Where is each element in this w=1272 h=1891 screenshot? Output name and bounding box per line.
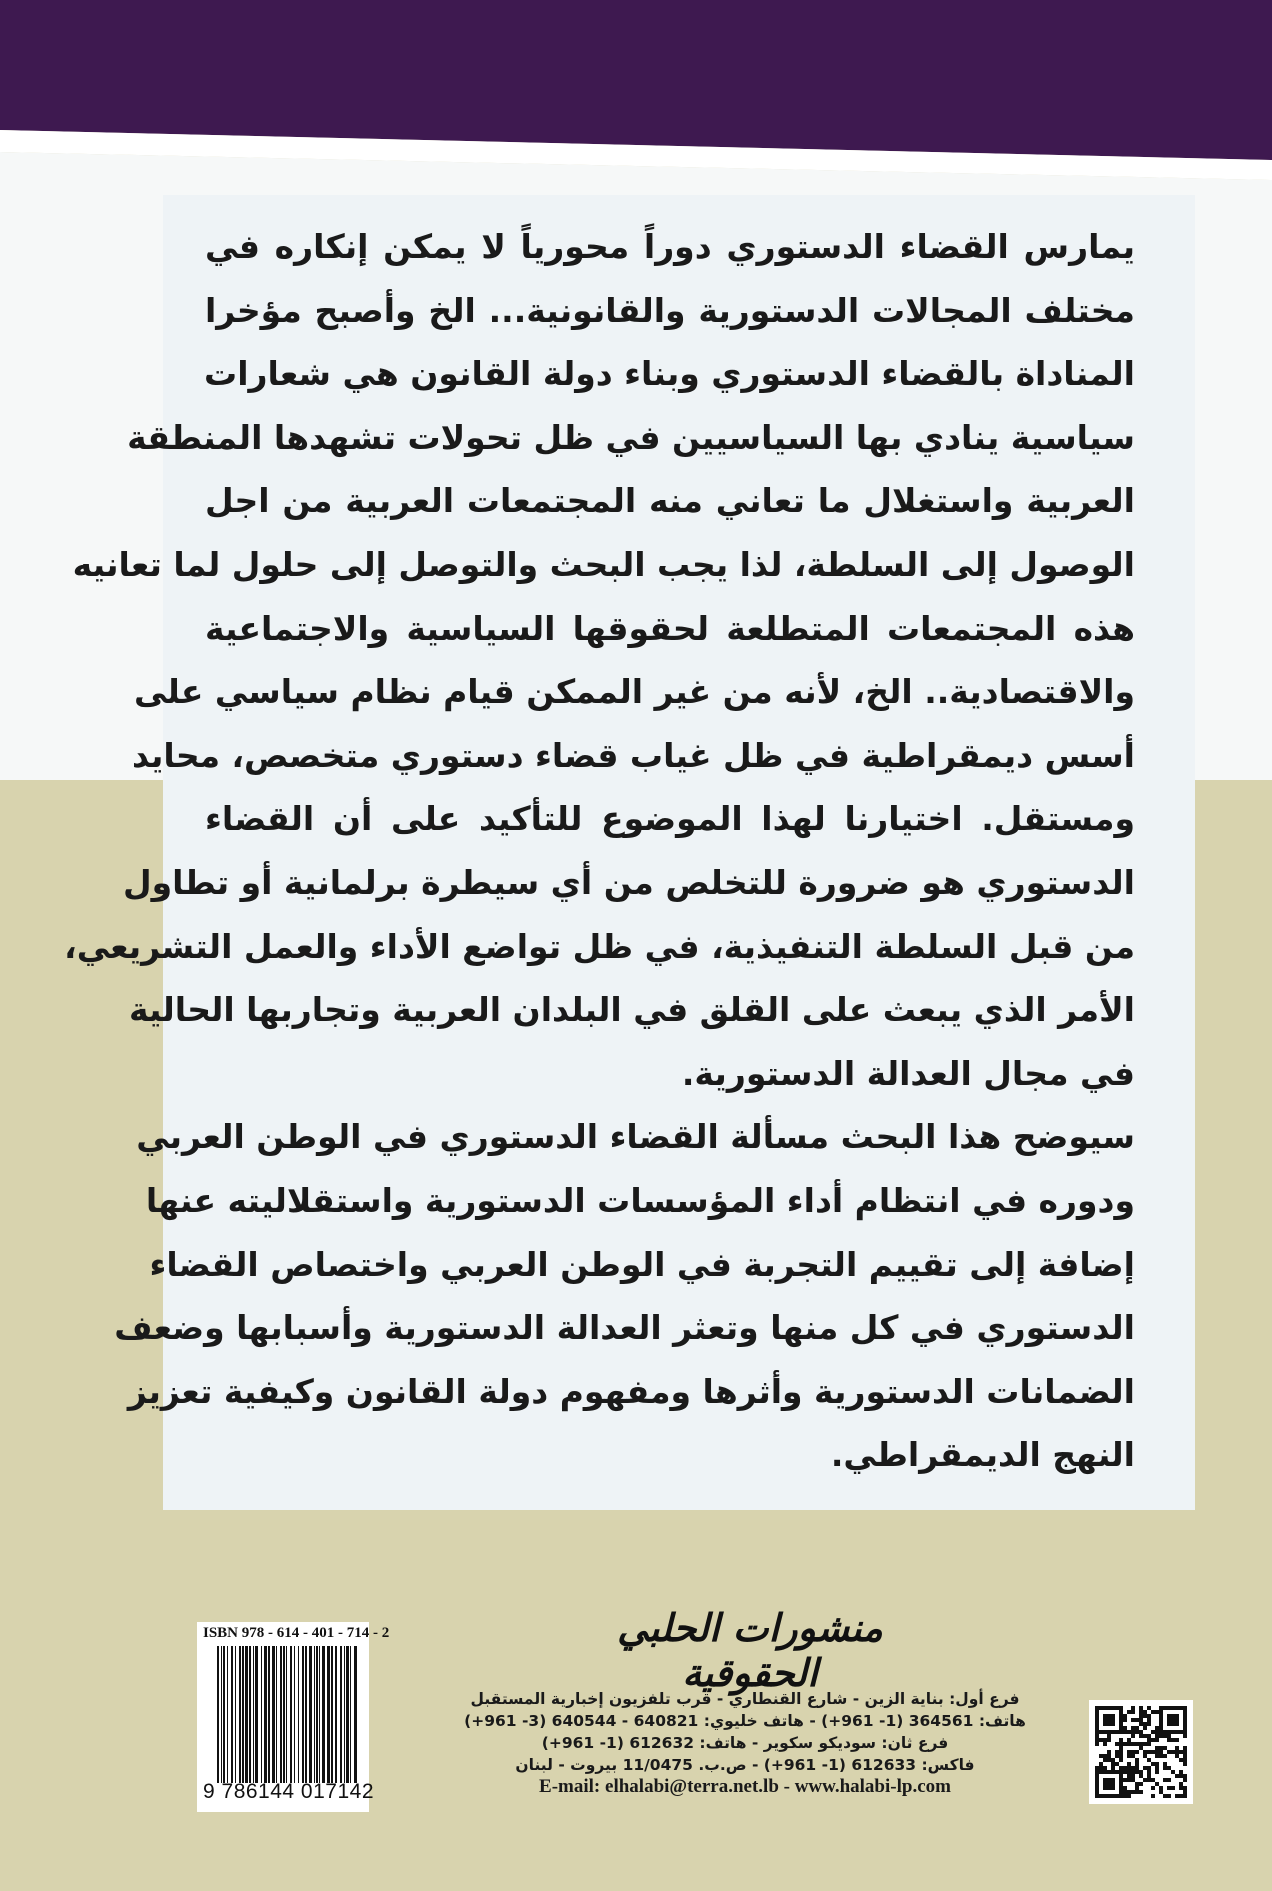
text-line: والاقتصادية.. الخ، لأنه من غير الممكن قيام نظام سياسي على (133, 672, 1135, 712)
text-line: الدستوري هو ضرورة للتخلص من أي سيطرة برلمانية أو تطاول (123, 862, 1135, 902)
text-line: الدستوري في كل منها وتعثر العدالة الدستورية وأسبابها وضعف (114, 1308, 1135, 1348)
paragraph-1 (64, 215, 1135, 1105)
text-line: أسس ديمقراطية في ظل غياب قضاء دستوري متخصص، محايد (131, 735, 1135, 775)
text-line: الضمانات الدستورية وأثرها ومفهوم دولة القانون وكيفية تعزيز (127, 1371, 1135, 1411)
text-line: سياسية ينادي بها السياسيين في ظل تحولات تشهدها المنطقة (127, 417, 1135, 457)
address-line: هاتف: 364561 (1- 961+) - هاتف خليوي: 640821 - 640544 (3- 961+) (464, 1712, 1026, 1730)
qr-code (1089, 1700, 1193, 1804)
text-line: في مجال العدالة الدستورية. (681, 1053, 1135, 1093)
publisher-logo: منشورات الحلبي الحقوقية (617, 1605, 883, 1695)
paragraph-2 (114, 1105, 1135, 1487)
text-line: المناداة بالقضاء الدستوري وبناء دولة القانون هي شعارات (204, 354, 1135, 394)
address-line: فاكس: 612633 (1- 961+) - ص.ب. 11/0475 بيروت - لبنان (515, 1756, 975, 1774)
text-line: سيوضح هذا البحث مسألة القضاء الدستوري في الوطن العربي (136, 1117, 1135, 1157)
contact-line: E-mail: elhalabi@terra.net.lb - www.halabi-lp.com (539, 1776, 951, 1797)
barcode-digits: 9 786144 017142 (203, 1780, 374, 1803)
text-line: ومستقل. اختيارنا لهذا الموضوع للتأكيد على أن القضاء (205, 799, 1135, 839)
isbn-label: ISBN 978 - 614 - 401 - 714 - 2 (203, 1625, 390, 1641)
qr-module (1183, 1794, 1187, 1798)
address-line: فرع أول: بناية الزين - شارع القنطاري - قرب تلفزيون إخبارية المستقبل (470, 1690, 1020, 1708)
text-line: يمارس القضاء الدستوري دوراً محورياً لا يمكن إنكاره في (205, 227, 1135, 266)
blurb-text (64, 215, 1135, 1487)
text-line: النهج الديمقراطي. (830, 1435, 1135, 1475)
text-line: الوصول إلى السلطة، لذا يجب البحث والتوصل إلى حلول لما تعانيه (72, 544, 1135, 584)
text-line: ودوره في انتظام أداء المؤسسات الدستورية واستقلاليته عنها (145, 1180, 1135, 1220)
qr-code-grid (1095, 1706, 1187, 1798)
text-line: العربية واستغلال ما تعاني منه المجتمعات العربية من اجل (205, 481, 1135, 521)
publisher-address (455, 1688, 1035, 1798)
text-line: هذه المجتمعات المتطلعة لحقوقها السياسية والاجتماعية (205, 608, 1135, 648)
address-line: فرع ثان: سوديكو سكوير - هاتف: 612632 (1- 961+) (541, 1734, 949, 1752)
text-line: من قبل السلطة التنفيذية، في ظل تواضع الأداء والعمل التشريعي، (64, 926, 1135, 966)
barcode-bar (357, 1646, 360, 1783)
text-line: إضافة إلى تقييم التجربة في الوطن العربي واختصاص القضاء (149, 1244, 1135, 1284)
barcode-bars (217, 1646, 362, 1783)
isbn-barcode (197, 1622, 390, 1812)
text-line: الأمر الذي يبعث على القلق في البلدان العربية وتجاربها الحالية (128, 990, 1135, 1030)
text-line: مختلف المجالات الدستورية والقانونية... الخ وأصبح مؤخرا (205, 290, 1135, 330)
